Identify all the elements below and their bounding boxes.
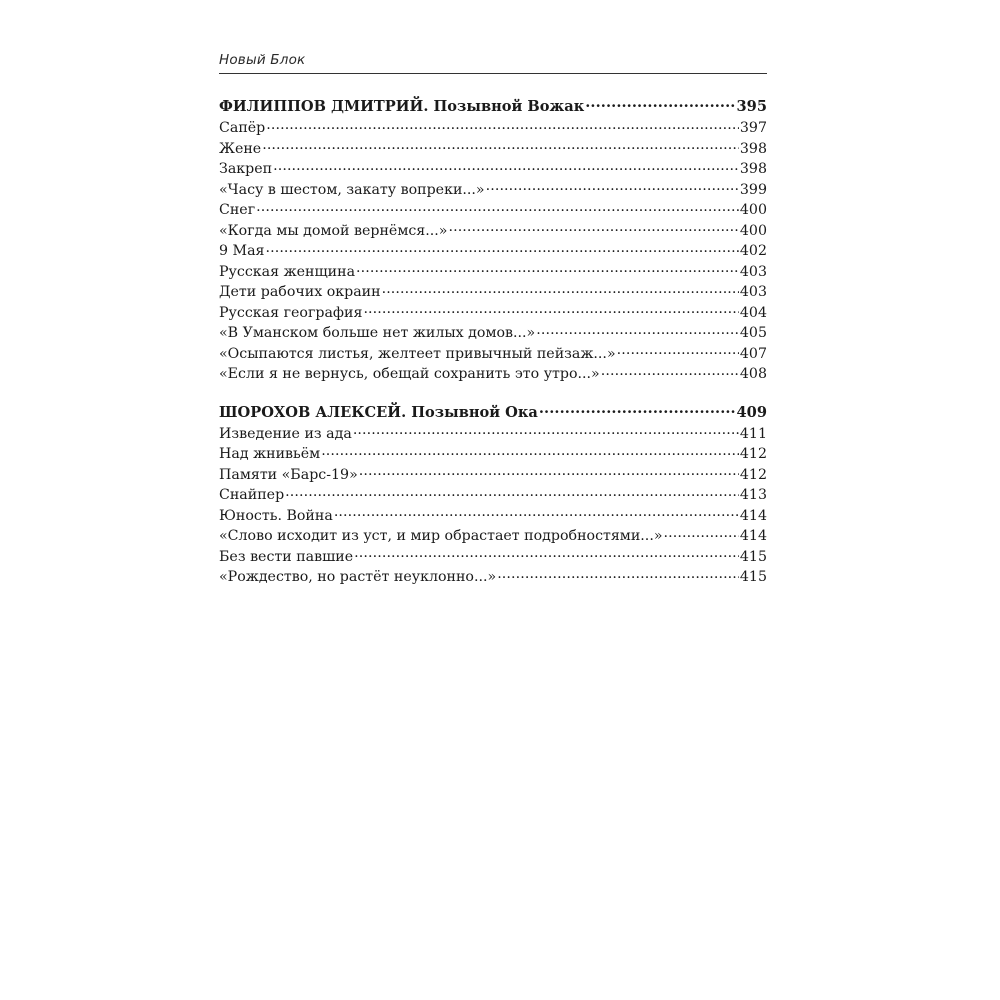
dot-leader xyxy=(536,323,739,337)
toc-entry[interactable] xyxy=(219,303,767,324)
toc-entry[interactable] xyxy=(219,567,767,588)
dot-leader xyxy=(285,485,739,499)
entry-title: Изведение из ада xyxy=(219,425,352,442)
page-number: 402 xyxy=(739,243,767,260)
entry-title: «Часу в шестом, закату вопреки...» xyxy=(219,181,485,198)
toc-entry[interactable] xyxy=(219,262,767,283)
dot-leader xyxy=(265,241,738,255)
toc-entry[interactable] xyxy=(219,200,767,221)
dot-leader xyxy=(617,344,739,358)
entry-title: Жене xyxy=(219,140,262,157)
toc-entry[interactable] xyxy=(219,323,767,344)
toc-entry[interactable] xyxy=(219,364,767,385)
page-number: 407 xyxy=(739,345,767,362)
toc-entry[interactable] xyxy=(219,424,767,445)
dot-leader xyxy=(486,180,739,194)
dot-leader xyxy=(448,221,738,235)
entry-title: Сапёр xyxy=(219,120,266,137)
page-number: 413 xyxy=(739,487,767,504)
entry-title: «Если я не вернусь, обещай сохранить это утро...» xyxy=(219,366,600,383)
entry-title: «В Уманском больше нет жилых домов...» xyxy=(219,325,536,342)
entry-title: «Когда мы домой вернёмся...» xyxy=(219,222,448,239)
toc-entry[interactable] xyxy=(219,506,767,527)
dot-leader xyxy=(601,364,739,378)
dot-leader xyxy=(354,547,739,561)
author-heading-title: ФИЛИППОВ ДМИТРИЙ. Позывной Вожак xyxy=(219,98,585,115)
entry-title: Снег xyxy=(219,202,256,219)
page-number: 412 xyxy=(739,466,767,483)
toc-entry[interactable] xyxy=(219,547,767,568)
toc-author-heading[interactable] xyxy=(219,401,767,424)
toc-entry[interactable] xyxy=(219,159,767,180)
dot-leader xyxy=(382,282,739,296)
page-number: 408 xyxy=(739,366,767,383)
toc-entry[interactable] xyxy=(219,139,767,160)
toc-entry[interactable] xyxy=(219,465,767,486)
dot-leader xyxy=(262,139,739,153)
dot-leader xyxy=(321,444,739,458)
dot-leader xyxy=(356,262,739,276)
running-head: Новый Блок xyxy=(219,52,306,68)
author-heading-title: ШОРОХОВ АЛЕКСЕЙ. Позывной Ока xyxy=(219,403,538,421)
dot-leader xyxy=(497,567,739,581)
toc-entry[interactable] xyxy=(219,344,767,365)
dot-leader xyxy=(273,159,739,173)
entry-title: Русская женщина xyxy=(219,263,356,280)
page-number: 415 xyxy=(739,569,767,586)
toc-entry[interactable] xyxy=(219,444,767,465)
page-number: 399 xyxy=(739,181,767,198)
toc-entry[interactable] xyxy=(219,118,767,139)
toc-entry[interactable] xyxy=(219,282,767,303)
page-number: 398 xyxy=(739,140,767,157)
toc-section xyxy=(219,401,767,588)
page-number: 414 xyxy=(739,507,767,524)
entry-title: «Осыпаются листья, желтеет привычный пейзаж...» xyxy=(219,345,616,362)
dot-leader xyxy=(359,465,739,479)
entry-title: Дети рабочих окраин xyxy=(219,284,381,301)
dot-leader xyxy=(539,402,736,417)
page-number: 397 xyxy=(739,120,767,137)
dot-leader xyxy=(334,506,739,520)
page-number: 403 xyxy=(739,263,767,280)
entry-title: Над жнивьём xyxy=(219,446,321,463)
toc-author-heading[interactable] xyxy=(219,95,767,118)
entry-title: Русская география xyxy=(219,304,363,321)
page-number: 404 xyxy=(739,304,767,321)
dot-leader xyxy=(585,96,735,111)
dot-leader xyxy=(256,200,739,214)
page-number: 409 xyxy=(736,403,767,421)
page-number: 411 xyxy=(739,425,767,442)
entry-title: Снайпер xyxy=(219,487,285,504)
page-number: 414 xyxy=(739,528,767,545)
toc-section xyxy=(219,95,767,385)
toc-entry[interactable] xyxy=(219,221,767,242)
entry-title: 9 Мая xyxy=(219,243,265,260)
dot-leader xyxy=(363,303,738,317)
toc-entry[interactable] xyxy=(219,241,767,262)
toc-entry[interactable] xyxy=(219,526,767,547)
table-of-contents xyxy=(219,95,767,588)
dot-leader xyxy=(266,118,739,132)
dot-leader xyxy=(664,526,739,540)
page-number: 405 xyxy=(739,325,767,342)
page-number: 412 xyxy=(739,446,767,463)
entry-title: «Рождество, но растёт неуклонно...» xyxy=(219,569,497,586)
page-number: 415 xyxy=(739,548,767,565)
page-number: 403 xyxy=(739,284,767,301)
page-number: 395 xyxy=(736,98,767,115)
page-number: 398 xyxy=(739,161,767,178)
dot-leader xyxy=(353,424,739,438)
entry-title: Закреп xyxy=(219,161,273,178)
entry-title: Юность. Война xyxy=(219,507,333,524)
toc-entry[interactable] xyxy=(219,180,767,201)
book-page xyxy=(219,0,767,1000)
toc-entry[interactable] xyxy=(219,485,767,506)
page-number: 400 xyxy=(739,222,767,239)
entry-title: Памяти «Барс-19» xyxy=(219,466,358,483)
page-number: 400 xyxy=(739,202,767,219)
entry-title: «Слово исходит из уст, и мир обрастает подробностями...» xyxy=(219,528,663,545)
entry-title: Без вести павшие xyxy=(219,548,354,565)
header-rule xyxy=(219,73,767,74)
